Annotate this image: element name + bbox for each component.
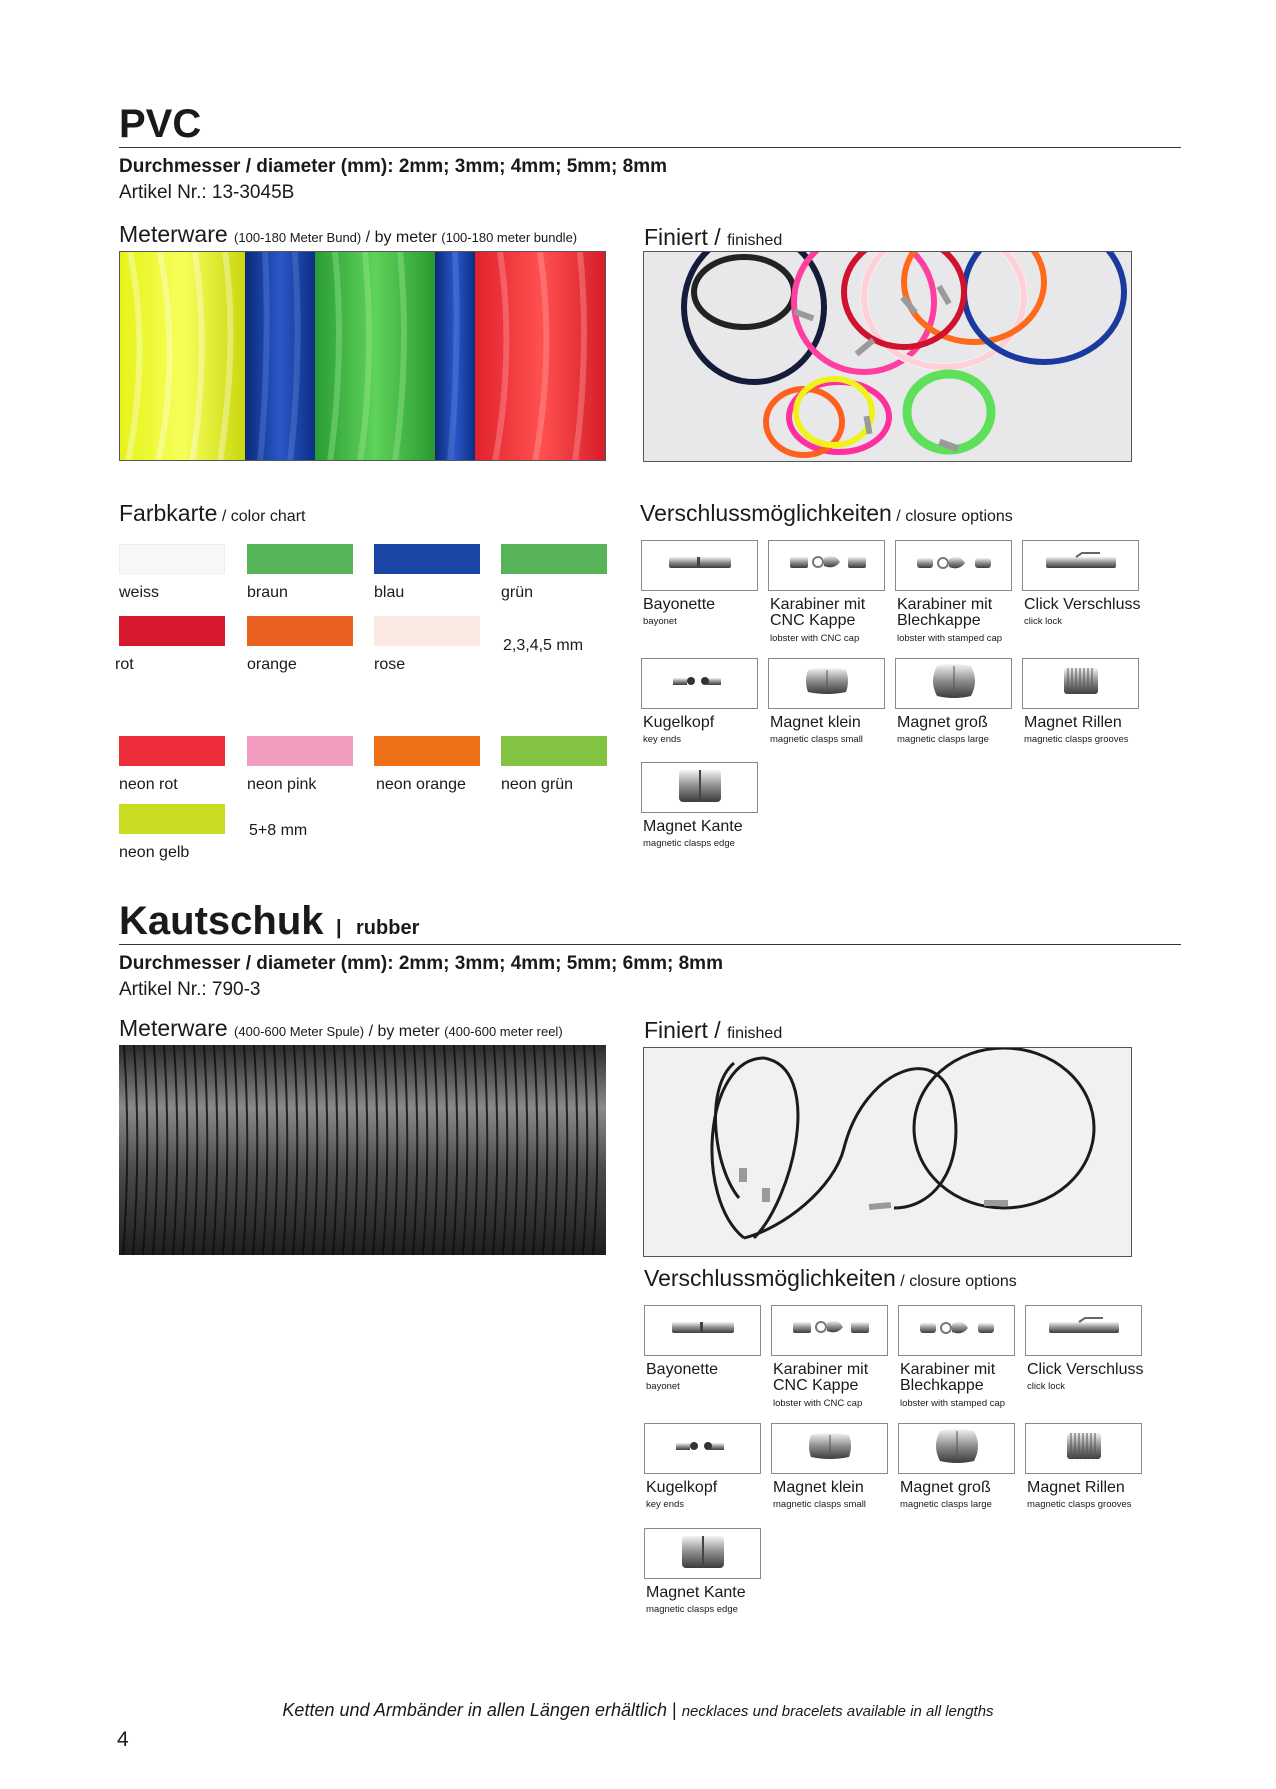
closure-tile [1025, 1305, 1142, 1356]
rubber-closures-sep: / [895, 1273, 910, 1290]
closure-tile [768, 658, 885, 709]
closure-label: Karabiner mit Blechkappe [897, 596, 993, 629]
closure-sublabel: lobster with CNC cap [770, 633, 860, 644]
rubber-meterware-label: Meterware [119, 1015, 228, 1041]
pvc-title-rule [119, 147, 1181, 148]
color-chart-heading [119, 500, 305, 527]
color-swatch [501, 544, 607, 574]
closure-sublabel: magnetic clasps small [773, 1499, 866, 1510]
color-swatch [119, 736, 225, 766]
pvc-bundle-photo [119, 251, 606, 461]
rubber-finished-sep: / [707, 1017, 728, 1043]
color-swatch [501, 736, 607, 766]
closure-sublabel: lobster with stamped cap [897, 633, 1003, 644]
lobster-cnc-clasp-icon [785, 1309, 875, 1352]
rubber-meterware-sep: / by meter [364, 1023, 445, 1040]
pvc-finished-photo [643, 251, 1132, 462]
rubber-finished-label: Finiert [644, 1017, 708, 1043]
footer-de: Ketten und Armbänder in allen Längen erhältlich [282, 1700, 668, 1720]
closure-tile [898, 1305, 1015, 1356]
lobster-cnc-clasp-icon [782, 544, 872, 587]
closure-tile [771, 1423, 888, 1474]
closure-sublabel: lobster with stamped cap [900, 1398, 1006, 1409]
color-swatch-label: neon gelb [119, 844, 190, 861]
color-swatch [119, 804, 225, 834]
pvc-title: PVC [119, 102, 202, 146]
closure-sublabel: magnetic clasps edge [643, 838, 735, 849]
closure-label: Kugelkopf [646, 1479, 718, 1496]
rubber-finished-image [644, 1048, 1132, 1257]
size-note-58: 5+8 mm [249, 822, 308, 839]
color-swatch-label: neon orange [376, 776, 466, 793]
closure-tile [644, 1305, 761, 1356]
rubber-closures-label: Verschlussmöglichkeiten [644, 1265, 896, 1291]
closure-label: Magnet Rillen [1027, 1479, 1125, 1496]
closure-label: Click Verschluss [1024, 596, 1141, 613]
closure-label: Bayonette [643, 596, 716, 613]
closure-tile [1022, 540, 1139, 591]
pvc-finished-heading [644, 224, 782, 251]
closure-tile [1025, 1423, 1142, 1474]
color-swatch [374, 616, 480, 646]
closure-sublabel: magnetic clasps grooves [1024, 734, 1129, 745]
closure-label: Magnet Rillen [1024, 714, 1122, 731]
finished-note: finished [727, 232, 783, 249]
footer-note [0, 1700, 1276, 1721]
closures-label: Verschlussmöglichkeiten [640, 500, 892, 526]
color-chart-label: Farbkarte [119, 500, 218, 526]
rubber-diameter: Durchmesser / diameter (mm): 2mm; 3mm; 4mm; 5mm; 6mm; 8mm [119, 953, 723, 974]
closures-note: closure options [905, 508, 1013, 525]
closure-label: Magnet klein [773, 1479, 864, 1496]
closure-label: Karabiner mit CNC Kappe [773, 1361, 869, 1394]
rubber-finished-note: finished [727, 1025, 783, 1042]
color-swatch-label: orange [247, 656, 297, 673]
page-number: 4 [117, 1728, 129, 1751]
meterware-note-de: (100-180 Meter Bund) [234, 230, 362, 245]
rubber-title: Kautschuk [119, 899, 324, 943]
magnet-small-clasp-icon [785, 1427, 875, 1470]
closure-label: Magnet Kante [646, 1584, 746, 1601]
lobster-stamped-clasp-icon [909, 544, 999, 587]
rubber-reel-image [119, 1045, 606, 1255]
color-swatch [119, 616, 225, 646]
key-ends-clasp-icon [658, 1427, 748, 1470]
closure-tile [644, 1423, 761, 1474]
closure-tile [641, 762, 758, 813]
closure-tile [895, 658, 1012, 709]
closure-sublabel: magnetic clasps large [897, 734, 989, 745]
rubber-reel-photo [119, 1045, 606, 1255]
rubber-finished-photo [643, 1047, 1132, 1257]
color-swatch-label: weiss [119, 584, 160, 601]
pvc-closures-heading [640, 500, 1013, 527]
closure-sublabel: key ends [643, 734, 682, 745]
color-swatch-label: neon grün [501, 776, 574, 793]
closure-sublabel: magnetic clasps small [770, 734, 863, 745]
rubber-meterware-heading [119, 1015, 563, 1042]
closure-tile [898, 1423, 1015, 1474]
pvc-article-number: Artikel Nr.: 13-3045B [119, 182, 295, 203]
closure-sublabel: magnetic clasps grooves [1027, 1499, 1132, 1510]
closure-sublabel: click lock [1024, 616, 1063, 627]
closure-sublabel: bayonet [646, 1381, 680, 1392]
closures-sep: / [891, 508, 906, 525]
color-swatch-label: rose [374, 656, 406, 673]
color-swatch [247, 544, 353, 574]
closure-tile [644, 1528, 761, 1579]
click-lock-clasp-icon [1036, 544, 1126, 587]
closure-sublabel: bayonet [643, 616, 677, 627]
color-swatch-label: neon rot [119, 776, 178, 793]
color-swatch [247, 736, 353, 766]
pvc-bundle-image [120, 252, 606, 461]
size-note-2345: 2,3,4,5 mm [503, 637, 584, 654]
rubber-finished-heading [644, 1017, 782, 1044]
closure-tile [641, 658, 758, 709]
closure-label: Magnet groß [897, 714, 988, 731]
lobster-stamped-clasp-icon [912, 1309, 1002, 1352]
magnet-edge-clasp-icon [658, 1532, 748, 1575]
color-swatch [374, 736, 480, 766]
rubber-meterware-note-en: (400-600 meter reel) [444, 1024, 563, 1039]
color-swatch-label: braun [247, 584, 288, 601]
magnet-edge-clasp-icon [655, 766, 745, 809]
color-swatch [374, 544, 480, 574]
key-ends-clasp-icon [655, 662, 745, 705]
click-lock-clasp-icon [1039, 1309, 1129, 1352]
closure-sublabel: lobster with CNC cap [773, 1398, 863, 1409]
footer-sep: | [667, 1700, 682, 1720]
closure-label: Magnet groß [900, 1479, 991, 1496]
rubber-title-row [119, 901, 419, 941]
magnet-grooves-clasp-icon [1036, 662, 1126, 705]
closure-tile [1022, 658, 1139, 709]
color-swatch-label: rot [115, 656, 134, 673]
color-swatch [247, 616, 353, 646]
rubber-title-note: rubber [356, 917, 420, 939]
closure-sublabel: key ends [646, 1499, 685, 1510]
closure-tile [895, 540, 1012, 591]
color-chart-note: color chart [230, 508, 306, 525]
color-swatch [119, 544, 225, 574]
closure-tile [641, 540, 758, 591]
magnet-large-clasp-icon [912, 1427, 1002, 1470]
color-swatch-label: neon pink [247, 776, 317, 793]
magnet-small-clasp-icon [782, 662, 872, 705]
bayonet-clasp-icon [655, 544, 745, 587]
closure-label: Bayonette [646, 1361, 719, 1378]
bayonet-clasp-icon [658, 1309, 748, 1352]
color-swatch-label: grün [501, 584, 534, 601]
color-swatch-label: blau [374, 584, 405, 601]
closure-tile [771, 1305, 888, 1356]
rubber-title-rule [119, 944, 1181, 945]
pvc-diameter: Durchmesser / diameter (mm): 2mm; 3mm; 4mm; 5mm; 8mm [119, 156, 668, 177]
footer-en: necklaces und bracelets available in all lengths [681, 1703, 994, 1720]
rubber-title-bar: | [335, 917, 342, 939]
closure-sublabel: magnetic clasps large [900, 1499, 992, 1510]
rubber-meterware-note-de: (400-600 Meter Spule) [234, 1024, 365, 1039]
rubber-closures-note: closure options [909, 1273, 1017, 1290]
closure-label: Karabiner mit CNC Kappe [770, 596, 866, 629]
meterware-label: Meterware [119, 221, 228, 247]
color-chart-sep: / [217, 508, 231, 525]
closure-sublabel: click lock [1027, 1381, 1066, 1392]
finished-label: Finiert [644, 224, 708, 250]
closure-label: Magnet klein [770, 714, 861, 731]
closure-label: Kugelkopf [643, 714, 715, 731]
closure-sublabel: magnetic clasps edge [646, 1604, 738, 1615]
magnet-large-clasp-icon [909, 662, 999, 705]
magnet-grooves-clasp-icon [1039, 1427, 1129, 1470]
closure-label: Karabiner mit Blechkappe [900, 1361, 996, 1394]
meterware-sep: / by meter [361, 229, 442, 246]
pvc-finished-image [644, 252, 1132, 462]
closure-label: Magnet Kante [643, 818, 743, 835]
closure-tile [768, 540, 885, 591]
pvc-meterware-heading [119, 221, 577, 248]
finished-sep: / [707, 224, 728, 250]
rubber-article-number: Artikel Nr.: 790-3 [119, 979, 261, 1000]
closure-label: Click Verschluss [1027, 1361, 1144, 1378]
meterware-note-en: (100-180 meter bundle) [441, 230, 578, 245]
rubber-closures-heading [644, 1265, 1017, 1292]
